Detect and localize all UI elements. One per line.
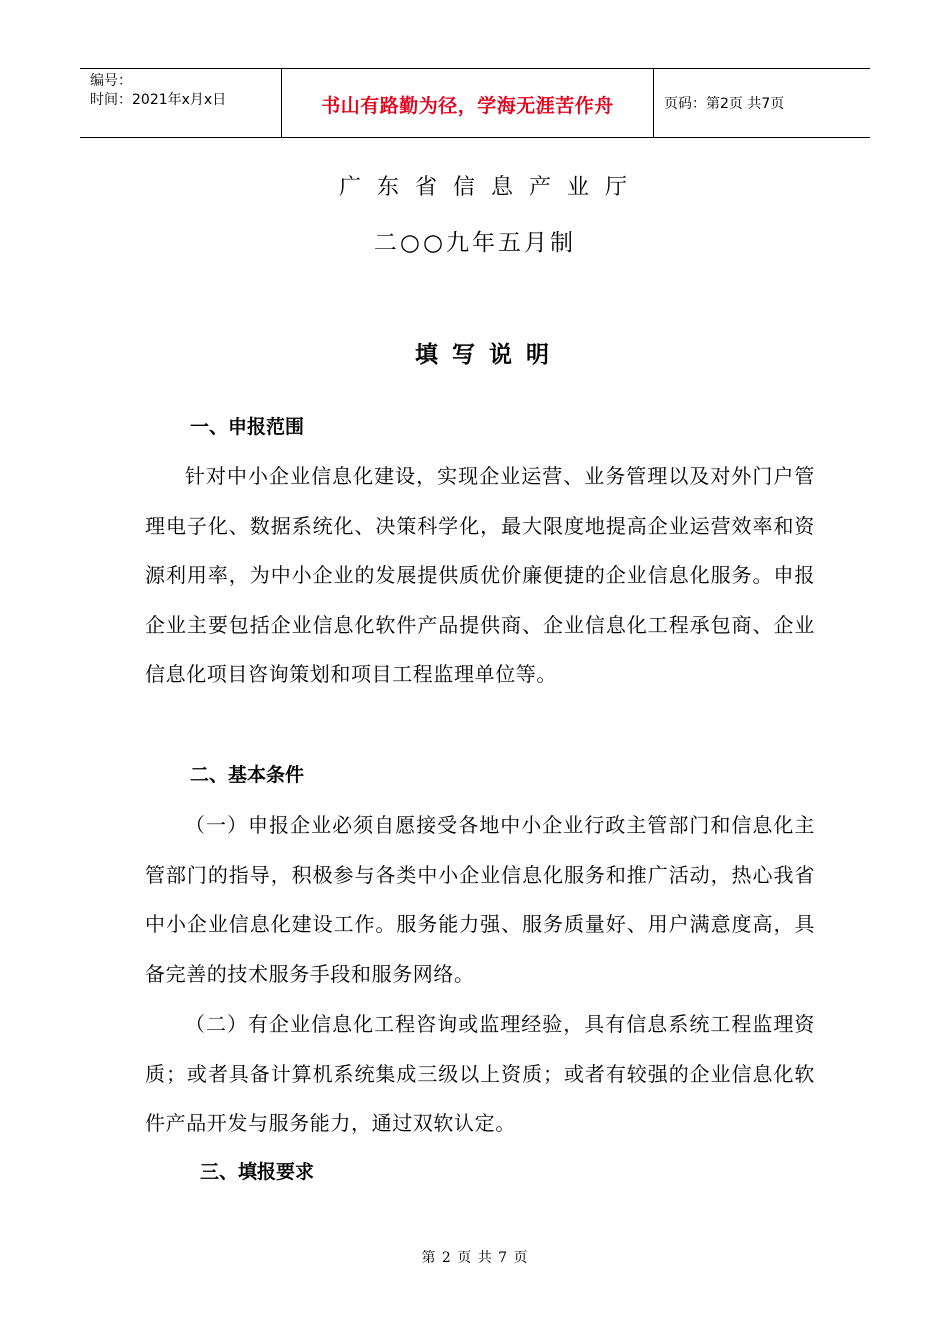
section-heading-1: 一、申报范围	[190, 416, 305, 438]
time-label: 时间：2021年x月x日	[90, 92, 227, 108]
section-heading-3: 三、填报要求	[200, 1161, 315, 1183]
section-2-paragraph-2: （二）有企业信息化工程咨询或监理经验，具有信息系统工程监理资质；或者具备计算机系统集成三级以上资质；或者有较强的企业信息化软件产品开发与服务能力，通过双软认定。	[145, 1012, 815, 1135]
header-page-info: 页码：第2页 共7页	[664, 96, 785, 112]
header-meta	[80, 69, 282, 137]
section-2-paragraph-1: （一）申报企业必须自愿接受各地中小企业行政主管部门和信息化主管部门的指导，积极参与各类中小企业信息化服务和推广活动，热心我省中小企业信息化建设工作。服务能力强、服务质量好、用户满意度高，具备完善的技术服务手段和服务网络。	[145, 813, 815, 986]
section-heading-2: 二、基本条件	[190, 764, 305, 786]
page-footer: 第 2 页 共 7 页	[421, 1250, 529, 1266]
issuing-organization: 广东省信息产业厅	[338, 175, 643, 200]
header-motto: 书山有路勤为径，学海无涯苦作舟	[282, 69, 654, 137]
page-header	[80, 68, 870, 138]
number-label: 编号：	[90, 73, 132, 89]
document-title: 填写说明	[415, 342, 563, 368]
section-1-paragraph: 针对中小企业信息化建设，实现企业运营、业务管理以及对外门户管理电子化、数据系统化、决策科学化，最大限度地提高企业运营效率和资源利用率，为中小企业的发展提供质优价廉便捷的企业信息化服务。申报企业主要包括企业信息化软件产品提供商、企业信息化工程承包商、企业信息化项目咨询策划和项目工程监理单位等。	[145, 464, 815, 686]
issue-date: 二○○九年五月制	[373, 230, 577, 256]
